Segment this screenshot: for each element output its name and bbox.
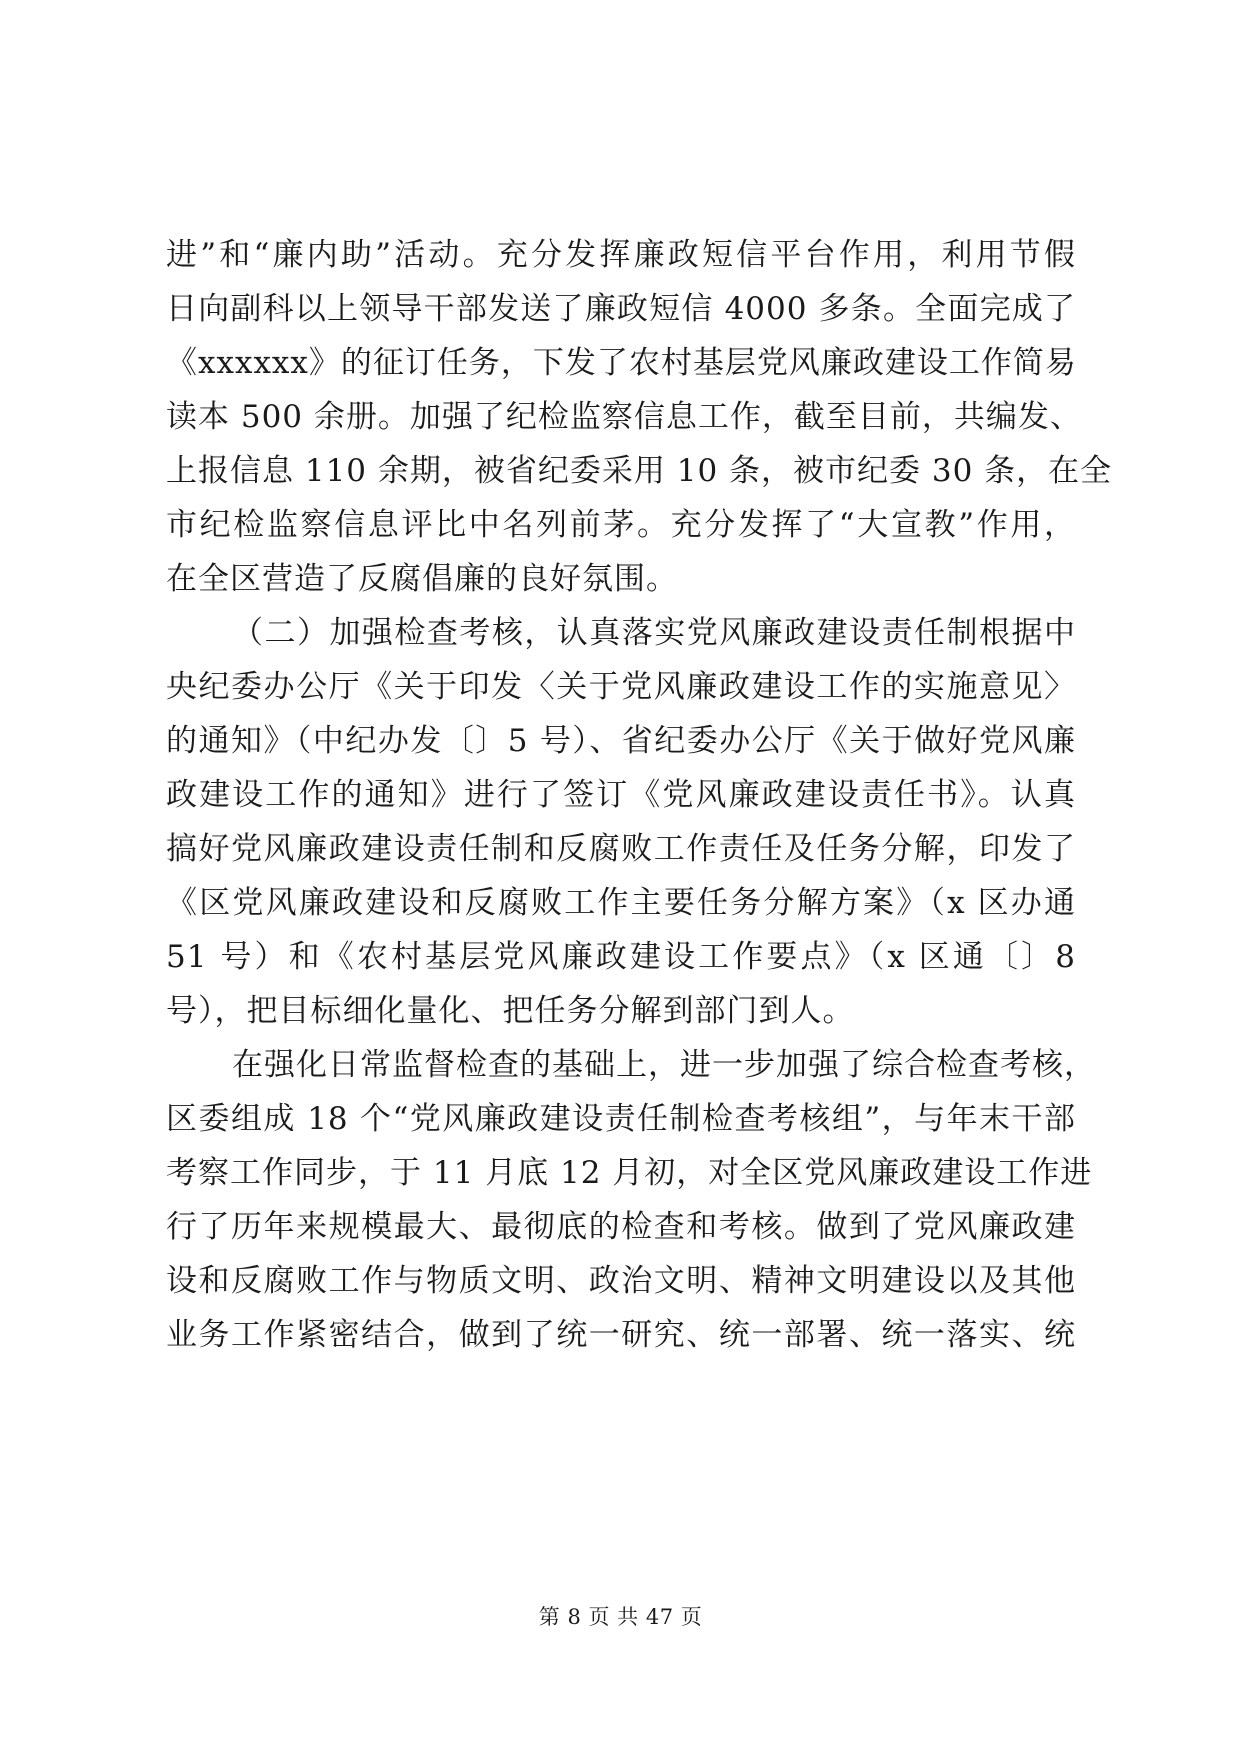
- text-line: 51 号）和《农村基层党风廉政建设工作要点》（x 区通〔〕8: [166, 939, 1076, 975]
- text-line: 《xxxxxx》的征订任务，下发了农村基层党风廉政建设工作简易: [166, 345, 1077, 381]
- text-line: 号），把目标细化量化、把任务分解到部门到人。: [166, 993, 855, 1029]
- text-line: 进”和“廉内助”活动。充分发挥廉政短信平台作用，利用节假: [166, 237, 1076, 273]
- page-number-footer: 第 8 页 共 47 页: [538, 1605, 703, 1629]
- text-line: 在强化日常监督检查的基础上，进一步加强了综合检查考核，: [232, 1047, 1096, 1083]
- text-line: 央纪委办公厅《关于印发〈关于党风廉政建设工作的实施意见〉: [166, 669, 1076, 705]
- text-line: 市纪检监察信息评比中名列前茅。充分发挥了“大宣教”作用，: [166, 507, 1076, 543]
- text-line: 搞好党风廉政建设责任制和反腐败工作责任及任务分解，印发了: [166, 831, 1076, 867]
- text-line: 区委组成 18 个“党风廉政建设责任制检查考核组”，与年末干部: [166, 1101, 1076, 1137]
- text-line: 《区党风廉政建设和反腐败工作主要任务分解方案》（x 区办通: [166, 885, 1076, 921]
- text-line: 政建设工作的通知》进行了签订《党风廉政建设责任书》。认真: [166, 777, 1076, 813]
- text-line: 读本 500 余册。加强了纪检监察信息工作，截至目前，共编发、: [166, 399, 1082, 435]
- text-line: （二）加强检查考核，认真落实党风廉政建设责任制根据中: [232, 615, 1076, 651]
- text-line: 设和反腐败工作与物质文明、政治文明、精神文明建设以及其他: [166, 1263, 1076, 1299]
- text-line: 上报信息 110 余期，被省纪委采用 10 条，被市纪委 30 条，在全: [166, 453, 1113, 489]
- text-line: 考察工作同步，于 11 月底 12 月初，对全区党风廉政建设工作进: [166, 1155, 1093, 1191]
- text-line: 业务工作紧密结合，做到了统一研究、统一部署、统一落实、统: [166, 1317, 1076, 1353]
- text-line: 日向副科以上领导干部发送了廉政短信 4000 多条。全面完成了: [166, 291, 1076, 327]
- text-line: 的通知》（中纪办发〔〕5 号）、省纪委办公厅《关于做好党风廉: [166, 723, 1076, 759]
- text-line: 在全区营造了反腐倡廉的良好氛围。: [166, 561, 678, 597]
- text-line: 行了历年来规模最大、最彻底的检查和考核。做到了党风廉政建: [166, 1209, 1076, 1245]
